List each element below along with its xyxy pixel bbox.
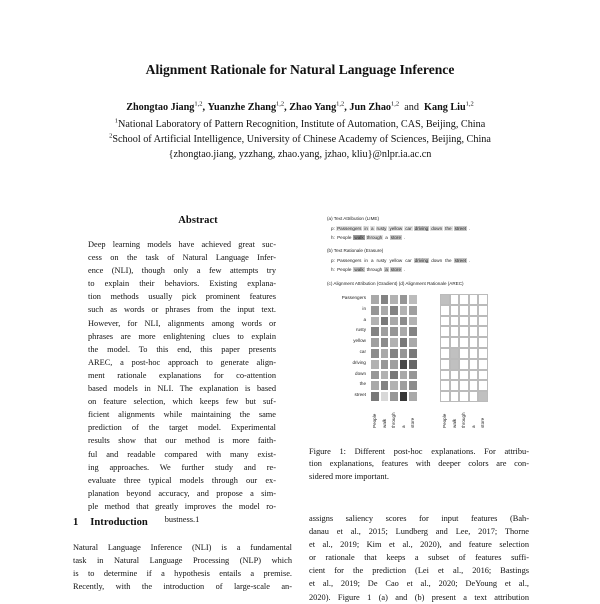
attribution-cell [399,294,409,305]
text-line: danau et al., 2015; Lundberg and Lee, 2017; Thorne [309,527,529,537]
figure-panel-b-premise [331,258,472,263]
rationale-cell [450,391,460,402]
token: walk [354,267,364,272]
text-line: such as words or phrases from the input text. [88,305,276,315]
attribution-cell [370,326,380,337]
rationale-cell [469,294,479,305]
figure-panel-cd-label: (c) Alignment Attribution (Gradient) (d) Alignment Rationale (AREC) [327,281,464,286]
rationale-cell [469,348,479,359]
attribution-cell [380,305,390,316]
text-line: the model. To this end, this paper presents [88,344,276,354]
rationale-cell [440,305,450,316]
attribution-cell [399,348,409,359]
text-line: to explain their behaviors. Existing explana- [88,279,276,289]
rationale-cell [459,359,469,370]
rationale-cell [450,337,460,348]
attribution-cell [408,294,418,305]
attribution-cell [380,391,390,402]
text-line: bustness.1 [164,514,200,524]
attribution-cell [399,337,409,348]
token: down [431,258,443,263]
attribution-cell [370,337,380,348]
attribution-cell [408,380,418,391]
figure-panel-b-label: (b) Text Rationale (Erasure) [327,248,384,253]
token: . [469,226,471,231]
rationale-cell [478,326,488,337]
author-name: Kang Liu [424,102,466,113]
figure-panel-a-hypothesis [331,235,407,240]
paper-title: Alignment Rationale for Natural Language Inference [145,62,455,77]
grid-col-label: People [442,413,447,428]
token: . [469,258,471,263]
token: rusty [376,226,387,231]
token: store [390,267,401,272]
text-line: ficient alignments while maintaining the same [88,410,276,420]
attribution-cell [389,305,399,316]
rationale-cell [469,337,479,348]
attribution-cell [389,316,399,327]
token: rusty [376,258,387,263]
attribution-cell [399,370,409,381]
token: in [364,226,368,231]
rationale-cell [440,348,450,359]
rationale-cell [450,305,460,316]
attribution-cell [370,380,380,391]
attribution-cell [399,359,409,370]
token: the [445,258,452,263]
attribution-cell [380,380,390,391]
token: a [385,267,388,272]
text-line: task in Natural Language Processing (NLP) which [73,556,292,566]
grid-col-label: walk [451,418,457,428]
token: a [385,235,388,240]
grid-col-label: store [480,417,485,428]
attribution-cell [389,326,399,337]
rationale-cell [440,316,450,327]
rationale-cell [450,359,460,370]
rationale-cell [459,316,469,327]
rationale-cell [478,316,488,327]
rationale-cell [469,391,479,402]
token: car [405,258,412,263]
rationale-cell [450,348,460,359]
attribution-cell [389,294,399,305]
text-line: et al., 2019; Kim et al., 2020), and feature selection [309,540,529,550]
token: People [337,267,352,272]
text-line: is to determine if a hypothesis entails a premise. [73,569,292,579]
sentence-prefix: p: [331,226,337,231]
grid-col-label: walk [381,418,387,428]
attribution-cell [389,337,399,348]
sentence-prefix: p: [331,258,337,263]
abstract-body [88,238,276,526]
text-line: phrases are more enlightening clues to explain [88,331,276,341]
text-line: tion methods usually pick prominent features [88,292,276,302]
text-line: Figure 1: Different post-hoc explanations. For attribu- [309,447,529,456]
text-line: cess on the task of Natural Language Infer- [88,253,276,263]
attribution-cell [370,294,380,305]
attribution-cell [370,391,380,402]
rationale-cell [459,348,469,359]
text-line: cient for the prediction (Lei et al., 2016; Bastings [309,566,529,576]
attribution-cell [399,305,409,316]
token: store [390,235,401,240]
rationale-cell [478,359,488,370]
rationale-cell [478,380,488,391]
token: through [366,235,383,240]
text-line: tion explanations, features with deeper colors are con- [309,459,529,469]
attribution-cell [389,391,399,402]
attribution-cell [408,370,418,381]
rationale-cell [469,380,479,391]
grid-col-label: a [400,425,406,428]
rationale-cell [469,305,479,316]
attribution-cell [399,326,409,337]
text-line: ful and readable compared with many exist- [88,449,276,459]
grid-row-label: down [355,370,366,376]
attribution-cell [389,380,399,391]
token: . [404,267,406,272]
attribution-cell [380,294,390,305]
author-name: Jun Zhao [349,102,392,113]
sentence-prefix: h: [331,235,337,240]
section-heading-introduction: 1 Introduction [73,517,148,528]
attribution-cell [408,326,418,337]
text-line: ple method that greatly improves the model ro- [88,501,276,511]
attribution-cell [370,348,380,359]
attribution-cell [380,326,390,337]
text-line: Recently, with the introduction of large-scale an- [73,582,292,592]
rationale-cell [478,305,488,316]
rationale-cell [469,316,479,327]
attribution-cell [380,348,390,359]
token: a [370,226,374,231]
figure-alignment-grids [322,291,542,441]
text-line: AREC, a post-hoc approach to generate align- [88,357,276,367]
text-line: ence (NLI), though only a few attempts try [88,266,276,276]
rationale-cell [478,348,488,359]
right-column-body [309,512,529,604]
grid-col-label: through [391,412,396,428]
attribution-cell [399,316,409,327]
attribution-cell [408,337,418,348]
rationale-cell [440,380,450,391]
attribution-cell [370,305,380,316]
attribution-cell [389,348,399,359]
text-line: 2020). Figure 1 (a) and (b) present a text attribution [309,592,529,602]
rationale-cell [450,380,460,391]
author-emails: {zhongtao.jiang, yzzhang, zhao.yang, jzhao, kliu}@nlpr.ia.ac.cn [168,149,432,160]
token: Passengers [337,258,362,263]
token: yellow [389,226,403,231]
rationale-cell [459,370,469,381]
token: . [404,235,406,240]
token: walk [354,235,364,240]
token: the [445,226,452,231]
rationale-cell [440,391,450,402]
text-line: or rationale that keeps a subset of features suffi- [309,553,529,563]
attribution-cell [399,391,409,402]
token: driving [414,226,429,231]
figure-panel-b-hypothesis [331,267,407,272]
text-line: et al., 2019; De Cao et al., 2020; DeYoung et al., [309,579,529,589]
rationale-cell [440,337,450,348]
attribution-cell [380,337,390,348]
token: street [454,226,467,231]
rationale-cell [440,294,450,305]
rationale-cell [459,380,469,391]
token: street [454,258,467,263]
token: car [405,226,412,231]
rationale-cell [450,370,460,381]
token: a [370,258,374,263]
text-line: ing approaches. We further study and re- [88,462,276,472]
rationale-cell [459,337,469,348]
rationale-cell [440,359,450,370]
rationale-cell [450,294,460,305]
figure-caption [309,446,529,483]
text-line: sidered more important. [309,471,389,481]
grid-row-label: rusty [356,327,366,333]
text-line: However, for NLI, alignments among words or [88,318,276,328]
token: down [431,226,443,231]
grid-col-label: People [372,413,377,428]
rationale-cell [440,326,450,337]
attribution-cell [389,359,399,370]
rationale-cell [478,370,488,381]
text-line: assigns saliency scores for input features (Bah- [309,514,529,523]
rationale-cell [450,316,460,327]
text-line: planation beyond accuracy, and propose a sim- [88,488,276,498]
grid-row-label: the [359,381,366,387]
grid-col-label: through [461,412,466,428]
token: yellow [389,258,403,263]
grid-row-label: in [362,305,366,311]
attribution-cell [380,316,390,327]
rationale-cell [459,326,469,337]
attribution-cell [380,370,390,381]
text-line: Natural Language Inference (NLI) is a fundamental [73,543,292,552]
rationale-cell [440,370,450,381]
figure-panel-a-premise [331,226,472,231]
text-line: evaluate three typical models through our ex- [88,475,276,485]
attribution-cell [408,305,418,316]
sentence-prefix: h: [331,267,337,272]
grid-row-label: a [363,316,366,322]
rationale-cell [478,294,488,305]
affiliation-1: $^1$National Laboratory of Pattern Recognition, Institute of Automation, CAS, Beijing, China [114,117,486,130]
intro-body [73,541,292,593]
grid-row-label: Passengers [341,295,366,300]
text-line: results show that our method is more faith- [88,436,276,446]
attribution-cell [380,359,390,370]
text-line: based models in NLI. The explanation is based [88,384,276,394]
text-line: prediction of the target model. Experimental [88,423,276,433]
rationale-cell [469,359,479,370]
author-list: Zhongtao Jiang$^{1,2}$, Yuanzhe Zhang$^{1,2}$, Zhao Yang$^{1,2}$, Jun Zhao$^{1,2}$ and Kang Liu$^{1,2}$ [126,100,474,113]
author-name: Yuanzhe Zhang [207,102,277,113]
attribution-cell [408,359,418,370]
author-name: Zhao Yang [289,102,337,113]
token: in [364,258,368,263]
rationale-cell [459,391,469,402]
text-line: ment rationale explanations for co-attention [88,370,276,380]
rationale-cell [450,326,460,337]
rationale-cell [459,305,469,316]
rationale-cell [478,337,488,348]
attribution-cell [370,316,380,327]
abstract-heading: Abstract [178,215,218,226]
token: through [366,267,383,272]
attribution-cell [408,316,418,327]
grid-row-label: street [354,392,366,398]
figure-panel-a-label: (a) Text Attribution (LIME) [327,216,379,221]
rationale-cell [469,370,479,381]
grid-row-label: yellow [353,338,366,344]
grid-col-label: store [410,417,415,428]
grid-row-label: driving [352,359,366,365]
token: driving [414,258,429,263]
rationale-cell [469,326,479,337]
author-name: Zhongtao Jiang [126,102,195,113]
attribution-cell [370,370,380,381]
attribution-cell [399,380,409,391]
token: People [337,235,352,240]
rationale-cell [478,391,488,402]
affiliation-2: $^2$School of Artificial Intelligence, University of Chinese Academy of Sciences, Beijing, China [109,132,491,145]
attribution-cell [408,348,418,359]
text-line: on feature selection, which keeps few but suf- [88,397,276,407]
grid-col-label: a [470,425,476,428]
grid-row-label: car [359,349,366,354]
attribution-cell [389,370,399,381]
attribution-cell [408,391,418,402]
token: Passengers [337,226,362,231]
text-line: Deep learning models have achieved great suc- [88,240,276,249]
rationale-cell [459,294,469,305]
attribution-cell [370,359,380,370]
